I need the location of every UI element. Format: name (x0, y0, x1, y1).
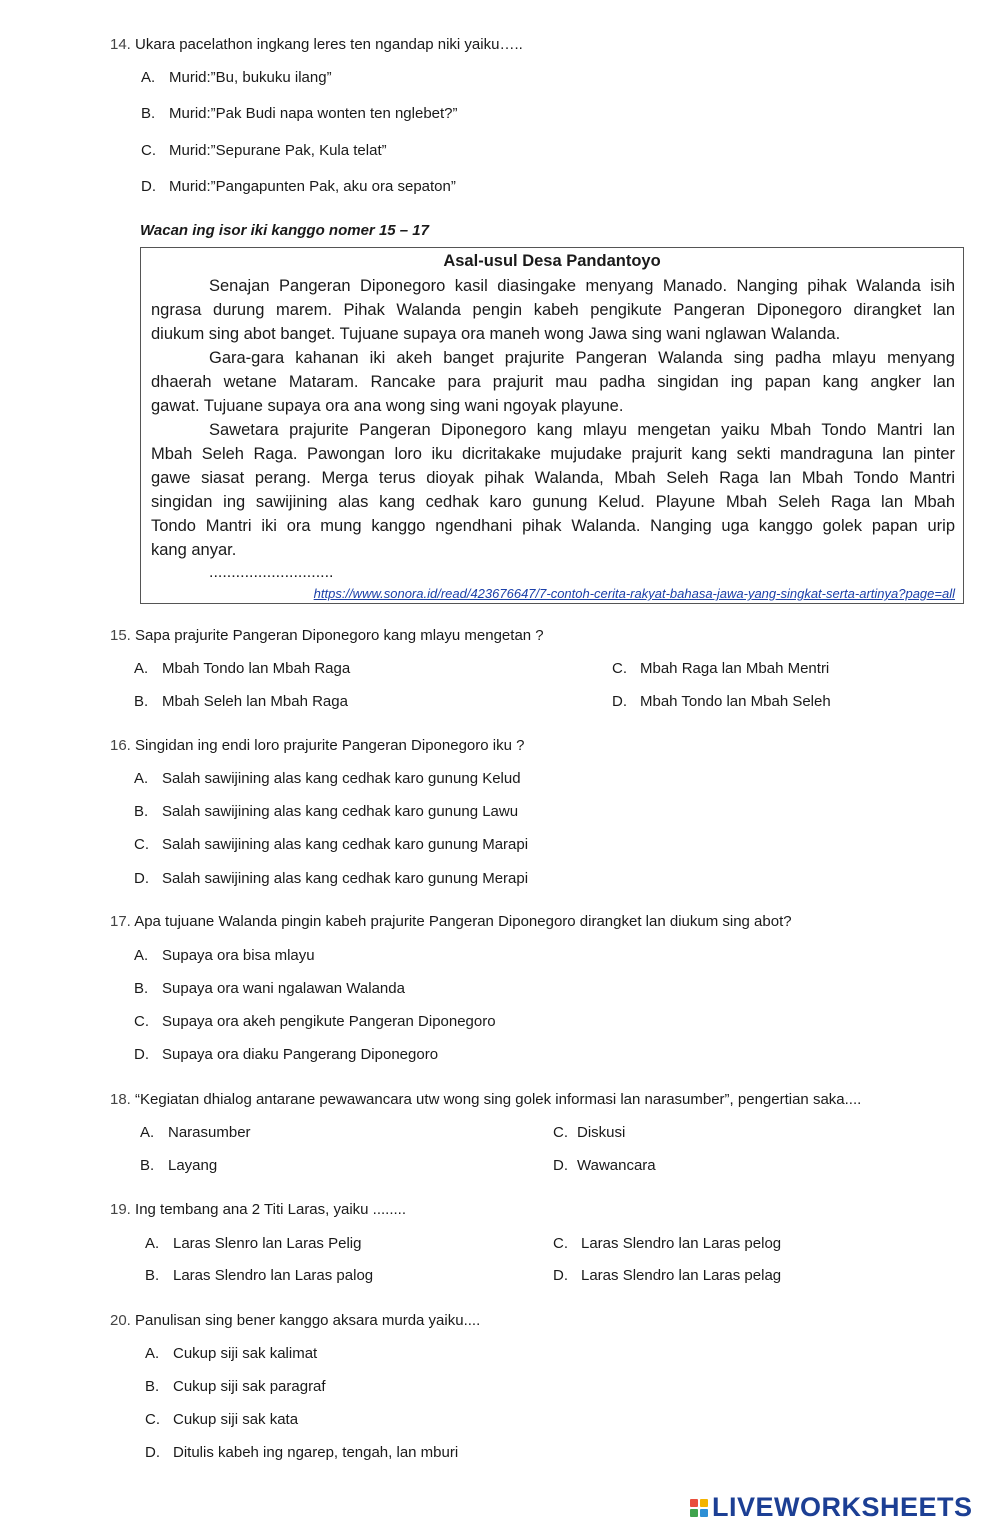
logo-text: LIVEWORKSHEETS (712, 1492, 973, 1522)
logo-square-green (690, 1509, 698, 1517)
passage-paragraph-2: Gara-gara kahanan iki akeh banget prajurite Pangeran Walanda sing padha mlayu menyang dhaerah wetane Mataram. Rancake para prajurit mau padha singidan ing papan kang angker lan gawat. Tujuane supaya ora ana wong sing wani ngoyak playune. (151, 349, 955, 415)
option-20a[interactable]: A. Cukup siji sak kalimat (145, 1345, 318, 1362)
option-14d[interactable]: D. Murid:”Pangapunten Pak, aku ora sepaton” (141, 178, 456, 195)
option-19b[interactable]: B. Laras Slendro lan Laras palog (145, 1267, 374, 1284)
question-17 (110, 913, 792, 930)
option-15b[interactable]: B. Mbah Seleh lan Mbah Raga (134, 693, 348, 710)
question-text: “Kegiatan dhialog antarane pewawancara utw wong sing golek informasi lan narasumber”, pengertian saka.... (135, 1091, 862, 1108)
option-17c[interactable]: C. Supaya ora akeh pengikute Pangeran Diponegoro (134, 1013, 496, 1030)
question-number: 17. (110, 913, 131, 930)
question-number: 19. (110, 1201, 131, 1218)
option-18d[interactable]: D. Wawancara (553, 1157, 656, 1174)
passage-paragraph-3: Sawetara prajurite Pangeran Diponegoro kang mlayu mengetan yaiku Mbah Tondo Mantri lan Mbah Seleh Raga. Pawongan loro iku dicritakake mujudake prajurit kang sekti mandraguna lan pinter gawe siasat perang. Merga terus dioyak pihak Walanda, Mbah Seleh Raga lan Mbah Tondo Mantri singidan ing sawijining alas kang cedhak karo gunung Kelud. Playune Mbah Seleh Raga lan Mbah Tondo Mantri iki ora mung kanggo ngendhani pihak Walanda. Nanging uga kanggo golek papan urip kang anyar. (151, 421, 955, 559)
question-number: 16. (110, 737, 131, 754)
question-number: 15. (110, 627, 131, 644)
question-number: 14. (110, 36, 131, 53)
reading-passage (140, 247, 964, 604)
option-15c[interactable]: C. Mbah Raga lan Mbah Mentri (612, 660, 830, 677)
option-18b[interactable]: B. Layang (140, 1157, 218, 1174)
question-19 (110, 1201, 406, 1218)
passage-ellipsis: ............................ (209, 564, 334, 581)
question-text: Singidan ing endi loro prajurite Pangeran Diponegoro iku ? (135, 737, 525, 754)
question-15 (110, 627, 544, 644)
option-20c[interactable]: C. Cukup siji sak kata (145, 1411, 299, 1428)
logo-square-blue (700, 1509, 708, 1517)
source-link[interactable]: https://www.sonora.id/read/423676647/7-contoh-cerita-rakyat-bahasa-jawa-yang-singkat-serta-artinya?page=all (313, 586, 955, 601)
logo-square-yellow (700, 1499, 708, 1507)
option-15a[interactable]: A. Mbah Tondo lan Mbah Raga (134, 660, 351, 677)
option-19c[interactable]: C. Laras Slendro lan Laras pelog (553, 1235, 782, 1252)
option-20d[interactable]: D. Ditulis kabeh ing ngarep, tengah, lan mburi (145, 1444, 459, 1461)
reading-heading: Wacan ing isor iki kanggo nomer 15 – 17 (140, 222, 429, 239)
passage-title: Asal-usul Desa Pandantoyo (443, 252, 661, 270)
question-number: 20. (110, 1312, 131, 1329)
question-18 (110, 1091, 861, 1108)
option-18c[interactable]: C. Diskusi (553, 1124, 626, 1141)
option-18a[interactable]: A. Narasumber (140, 1124, 251, 1141)
option-14a[interactable]: A. Murid:”Bu, bukuku ilang” (141, 69, 332, 86)
option-17b[interactable]: B. Supaya ora wani ngalawan Walanda (134, 980, 405, 997)
option-17a[interactable]: A. Supaya ora bisa mlayu (134, 947, 315, 964)
passage-paragraph-1: Senajan Pangeran Diponegoro kasil diasingake menyang Manado. Nanging pihak Walanda isih ngrasa durung marem. Pihak Walanda pengin kabeh pengikute Pangeran Diponegoro dirangket lan diukum sing abot banget. Tujuane supaya ora maneh wong Jawa sing wani nglawan Walanda. (151, 277, 955, 343)
liveworksheets-logo (690, 1492, 973, 1523)
option-20b[interactable]: B. Cukup siji sak paragraf (145, 1378, 326, 1395)
question-number: 18. (110, 1091, 131, 1108)
logo-grid-icon (690, 1499, 708, 1517)
question-16 (110, 737, 524, 754)
logo-square-red (690, 1499, 698, 1507)
question-20 (110, 1312, 480, 1329)
question-text: Sapa prajurite Pangeran Diponegoro kang mlayu mengetan ? (135, 627, 544, 644)
option-16b[interactable]: B. Salah sawijining alas kang cedhak karo gunung Lawu (134, 803, 519, 820)
option-14c[interactable]: C. Murid:”Sepurane Pak, Kula telat” (141, 142, 387, 159)
option-16c[interactable]: C. Salah sawijining alas kang cedhak karo gunung Marapi (134, 836, 529, 853)
option-16d[interactable]: D. Salah sawijining alas kang cedhak karo gunung Merapi (134, 870, 529, 887)
question-14 (110, 36, 523, 53)
option-15d[interactable]: D. Mbah Tondo lan Mbah Seleh (612, 693, 831, 710)
option-19a[interactable]: A. Laras Slenro lan Laras Pelig (145, 1235, 362, 1252)
option-17d[interactable]: D. Supaya ora diaku Pangerang Diponegoro (134, 1046, 439, 1063)
option-16a[interactable]: A. Salah sawijining alas kang cedhak karo gunung Kelud (134, 770, 521, 787)
option-19d[interactable]: D. Laras Slendro lan Laras pelag (553, 1267, 782, 1284)
question-text: Ukara pacelathon ingkang leres ten ngandap niki yaiku….. (135, 36, 523, 53)
question-text: Ing tembang ana 2 Titi Laras, yaiku ........ (135, 1201, 407, 1218)
option-14b[interactable]: B. Murid:”Pak Budi napa wonten ten nglebet?” (141, 105, 458, 122)
question-text: Panulisan sing bener kanggo aksara murda yaiku.... (135, 1312, 481, 1329)
question-text: Apa tujuane Walanda pingin kabeh prajurite Pangeran Diponegoro dirangket lan diukum sing abot? (134, 913, 792, 930)
